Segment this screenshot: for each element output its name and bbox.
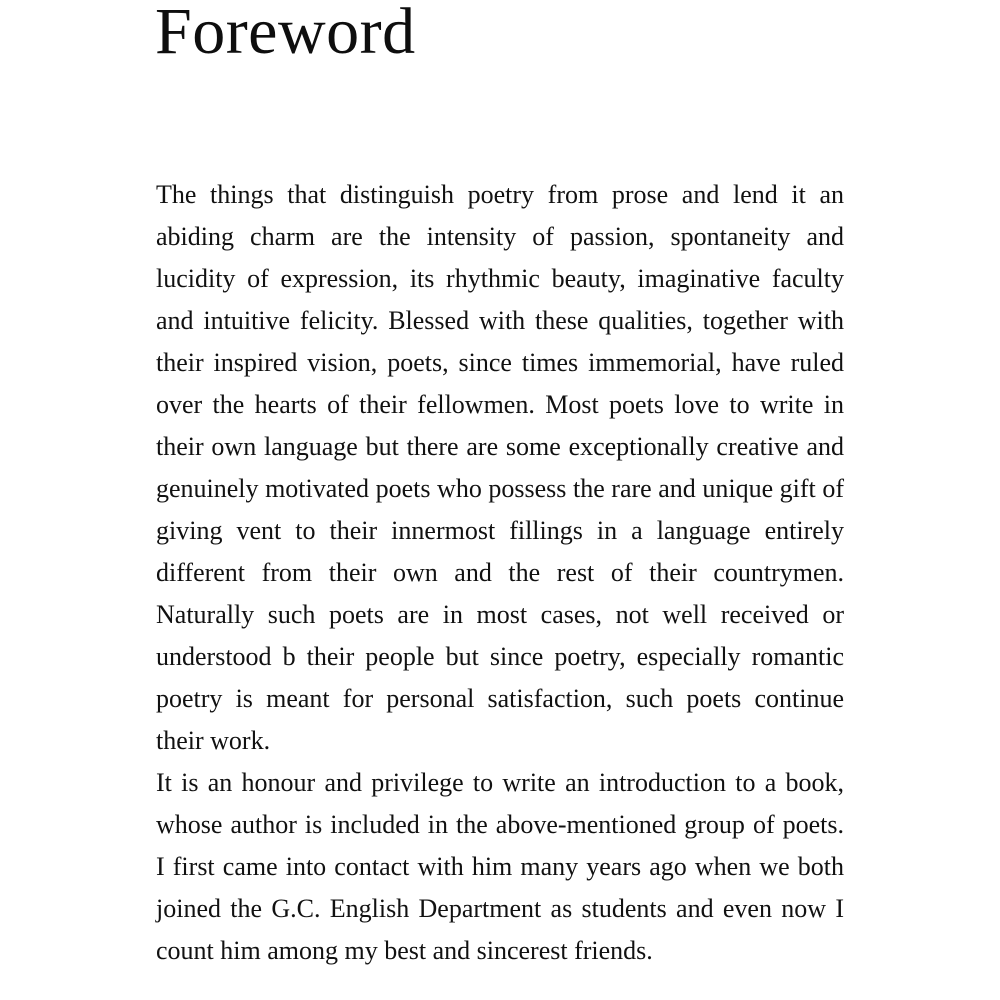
paragraph-1: The things that distinguish poetry from prose and lend it an abiding charm are the intensity of passion, spontaneity and lucidity of expression, its rhythmic beauty, imaginative faculty and intuitive felicity. Blessed with these qualities, together with their inspired vision, poets, since times immemorial, have ruled over the hearts of their fellowmen. Most poets love to write in their own language but there are some exceptionally creative and genuinely motivated poets who possess the rare and unique gift of giving vent to their innermost fillings in a language entirely different from their own and the rest of their countrymen. Naturally such poets are in most cases, not well received or understood b their people but since poetry, especially romantic poetry is meant for personal satisfaction, such poets continue their work. <box>156 180 844 755</box>
foreword-body <box>156 174 844 972</box>
page-title: Foreword <box>155 0 416 68</box>
paragraph-2: It is an honour and privilege to write an introduction to a book, whose author is included in the above-mentioned group of poets. I first came into contact with him many years ago when we both joined the G.C. English Department as students and even now I count him among my best and sincerest friends. <box>156 768 844 965</box>
